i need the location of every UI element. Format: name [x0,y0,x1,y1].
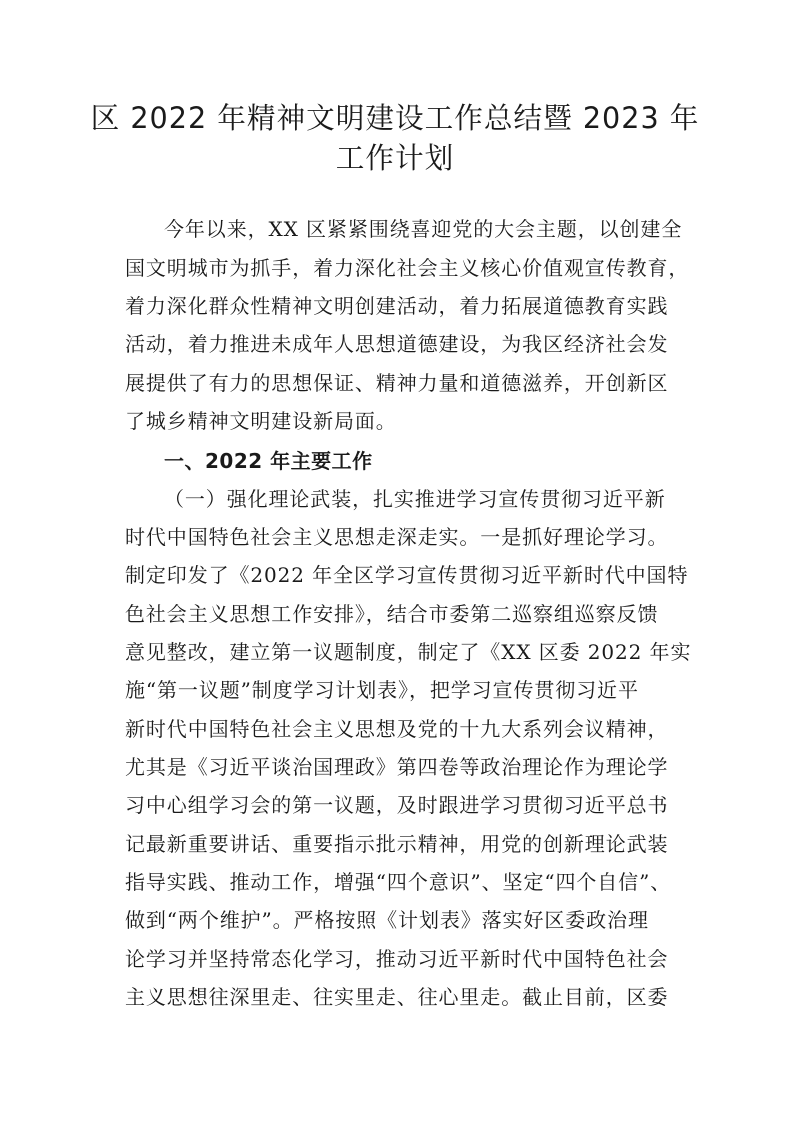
document-title-line-1: 区 2022 年精神文明建设工作总结暨 2023 年 [90,101,700,135]
section-line-3: 制定印发了《2022 年全区学习宣传贯彻习近平新时代中国特 [125,563,689,587]
section-line-6: 施“第一议题”制度学习计划表》，把学习宣传贯彻习近平 [125,678,639,702]
intro-line-4: 活动，着力推进未成年人思想道德建设，为我区经济社会发 [125,332,669,356]
section-line-1: （一）强化理论武装，扎实推进学习宣传贯彻习近平新 [164,487,666,511]
section-line-14: 主义思想往深里走、往实里走、往心里走。截止目前，区委 [125,985,669,1009]
intro-line-2: 国文明城市为抓手，着力深化社会主义核心价值观宣传教育， [125,256,690,280]
section-line-11: 指导实践、推动工作，增强“四个意识”、坚定“四个自信”、 [125,870,672,894]
section-line-4: 色社会主义思想工作安排》，结合市委第二巡察组巡察反馈 [125,602,659,626]
intro-line-3: 着力深化群众性精神文明创建活动，着力拓展道德教育实践 [125,294,669,318]
section-line-2: 时代中国特色社会主义思想走深走实。一是抓好理论学习。 [125,525,669,549]
section-line-8: 尤其是《习近平谈治国理政》第四卷等政治理论作为理论学 [125,755,669,779]
section-line-7: 新时代中国特色社会主义思想及党的十九大系列会议精神， [125,717,669,741]
section-line-10: 记最新重要讲话、重要指示批示精神，用党的创新理论武装 [125,832,669,856]
document-title-line-2: 工作计划 [335,141,455,175]
intro-line-6: 了城乡精神文明建设新局面。 [125,409,397,433]
section-line-13: 论学习并坚持常态化学习，推动习近平新时代中国特色社会 [125,947,669,971]
section-line-12: 做到“两个维护”。严格按照《计划表》落实好区委政治理 [125,908,649,932]
section-heading: 一、2022 年主要工作 [164,449,373,473]
section-line-9: 习中心组学习会的第一议题，及时跟进学习贯彻习近平总书 [125,793,669,817]
intro-line-1: 今年以来，XX 区紧紧围绕喜迎党的大会主题，以创建全 [164,217,683,241]
section-line-5: 意见整改，建立第一议题制度，制定了《XX 区委 2022 年实 [125,640,692,664]
intro-line-5: 展提供了有力的思想保证、精神力量和道德滋养，开创新区 [125,371,669,395]
